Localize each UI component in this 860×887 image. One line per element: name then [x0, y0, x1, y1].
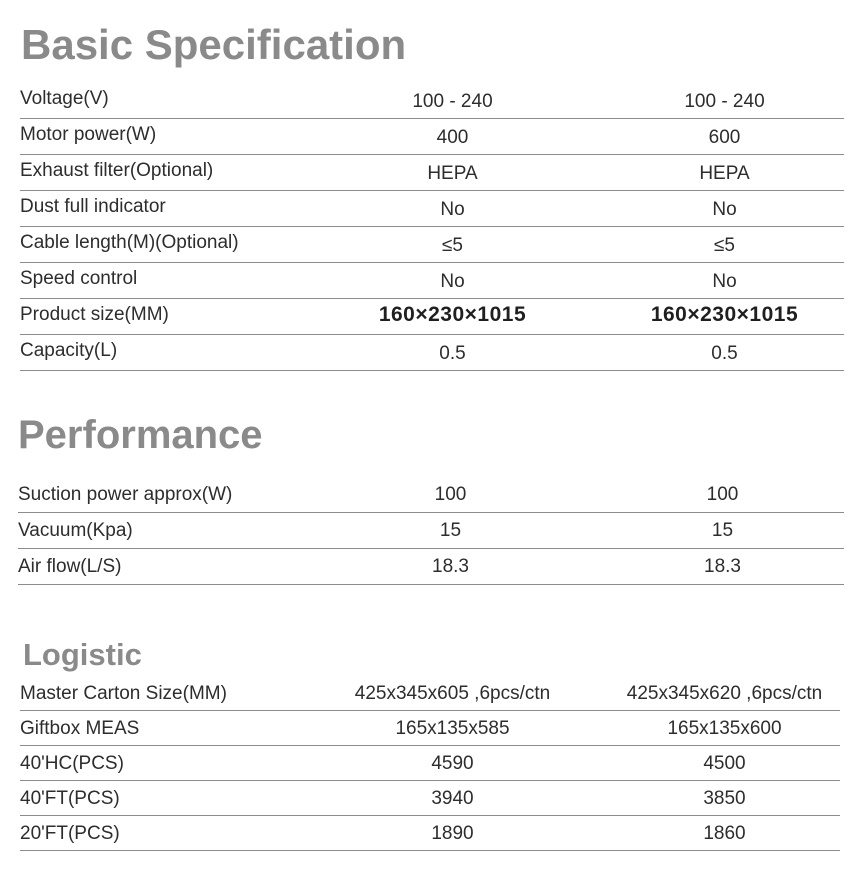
row-value-model-1: 100 - 240	[412, 91, 493, 112]
row-value-model-1: ≤5	[442, 235, 463, 256]
table-row	[20, 335, 844, 371]
table-row	[18, 477, 844, 513]
table-row	[20, 746, 840, 781]
row-label: Product size(MM)	[20, 304, 169, 325]
row-label: 20'FT(PCS)	[20, 823, 120, 844]
row-label: 40'FT(PCS)	[20, 788, 120, 809]
table-row	[20, 191, 844, 227]
row-label: Capacity(L)	[20, 340, 118, 361]
row-value-model-2: 18.3	[704, 556, 741, 577]
row-label: Vacuum(Kpa)	[18, 520, 133, 541]
row-label: Speed control	[20, 268, 138, 289]
logistic-table	[20, 676, 840, 851]
row-label: Giftbox MEAS	[20, 718, 140, 739]
table-row	[20, 816, 840, 851]
row-value-model-1: 160×230×1015	[378, 303, 527, 326]
basic-specification-table	[20, 83, 844, 371]
row-value-model-2: 600	[708, 127, 741, 148]
row-value-model-1: 4590	[431, 753, 474, 774]
row-value-model-2: ≤5	[714, 235, 735, 256]
row-value-model-2: 160×230×1015	[650, 303, 799, 326]
row-value-model-1: 1890	[431, 823, 474, 844]
row-value-model-1: 3940	[431, 788, 474, 809]
row-value-model-2: HEPA	[699, 163, 750, 184]
table-row	[18, 549, 844, 585]
row-value-model-2: No	[712, 199, 737, 220]
table-row	[20, 83, 844, 119]
table-row	[20, 263, 844, 299]
row-value-model-1: 18.3	[432, 556, 469, 577]
table-row	[20, 299, 844, 335]
table-row	[20, 781, 840, 816]
row-label: Cable length(M)(Optional)	[20, 232, 239, 253]
row-value-model-1: 15	[439, 520, 462, 541]
row-label: Master Carton Size(MM)	[20, 683, 227, 704]
row-value-model-1: 400	[436, 127, 469, 148]
table-row	[20, 155, 844, 191]
table-row	[20, 676, 840, 711]
row-label: Exhaust filter(Optional)	[20, 160, 214, 181]
row-label: 40'HC(PCS)	[20, 753, 124, 774]
row-value-model-1: 100	[434, 484, 467, 505]
row-value-model-2: 3850	[703, 788, 746, 809]
row-label: Suction power approx(W)	[18, 484, 233, 505]
row-value-model-1: No	[440, 271, 465, 292]
table-row	[20, 227, 844, 263]
row-value-model-2: 165x135x600	[667, 718, 782, 739]
row-value-model-2: 100	[706, 484, 739, 505]
row-value-model-1: HEPA	[427, 163, 478, 184]
row-value-model-2: 15	[711, 520, 734, 541]
logistic-title: Logistic	[23, 637, 142, 672]
row-label: Air flow(L/S)	[18, 556, 122, 577]
row-label: Motor power(W)	[20, 124, 157, 145]
basic-specification-title: Basic Specification	[21, 21, 407, 68]
row-label: Voltage(V)	[20, 88, 109, 109]
row-value-model-2: 1860	[703, 823, 746, 844]
row-value-model-1: 165x135x585	[395, 718, 510, 739]
table-row	[20, 711, 840, 746]
performance-table	[18, 477, 844, 585]
row-value-model-1: 425x345x605 ,6pcs/ctn	[354, 683, 551, 704]
row-value-model-1: No	[440, 199, 465, 220]
table-row	[20, 119, 844, 155]
row-value-model-2: 100 - 240	[684, 91, 765, 112]
row-value-model-1: 0.5	[439, 343, 466, 364]
row-value-model-2: No	[712, 271, 737, 292]
table-row	[18, 513, 844, 549]
performance-title: Performance	[18, 413, 263, 457]
row-label: Dust full indicator	[20, 196, 166, 217]
row-value-model-2: 0.5	[711, 343, 738, 364]
row-value-model-2: 425x345x620 ,6pcs/ctn	[626, 683, 823, 704]
row-value-model-2: 4500	[703, 753, 746, 774]
